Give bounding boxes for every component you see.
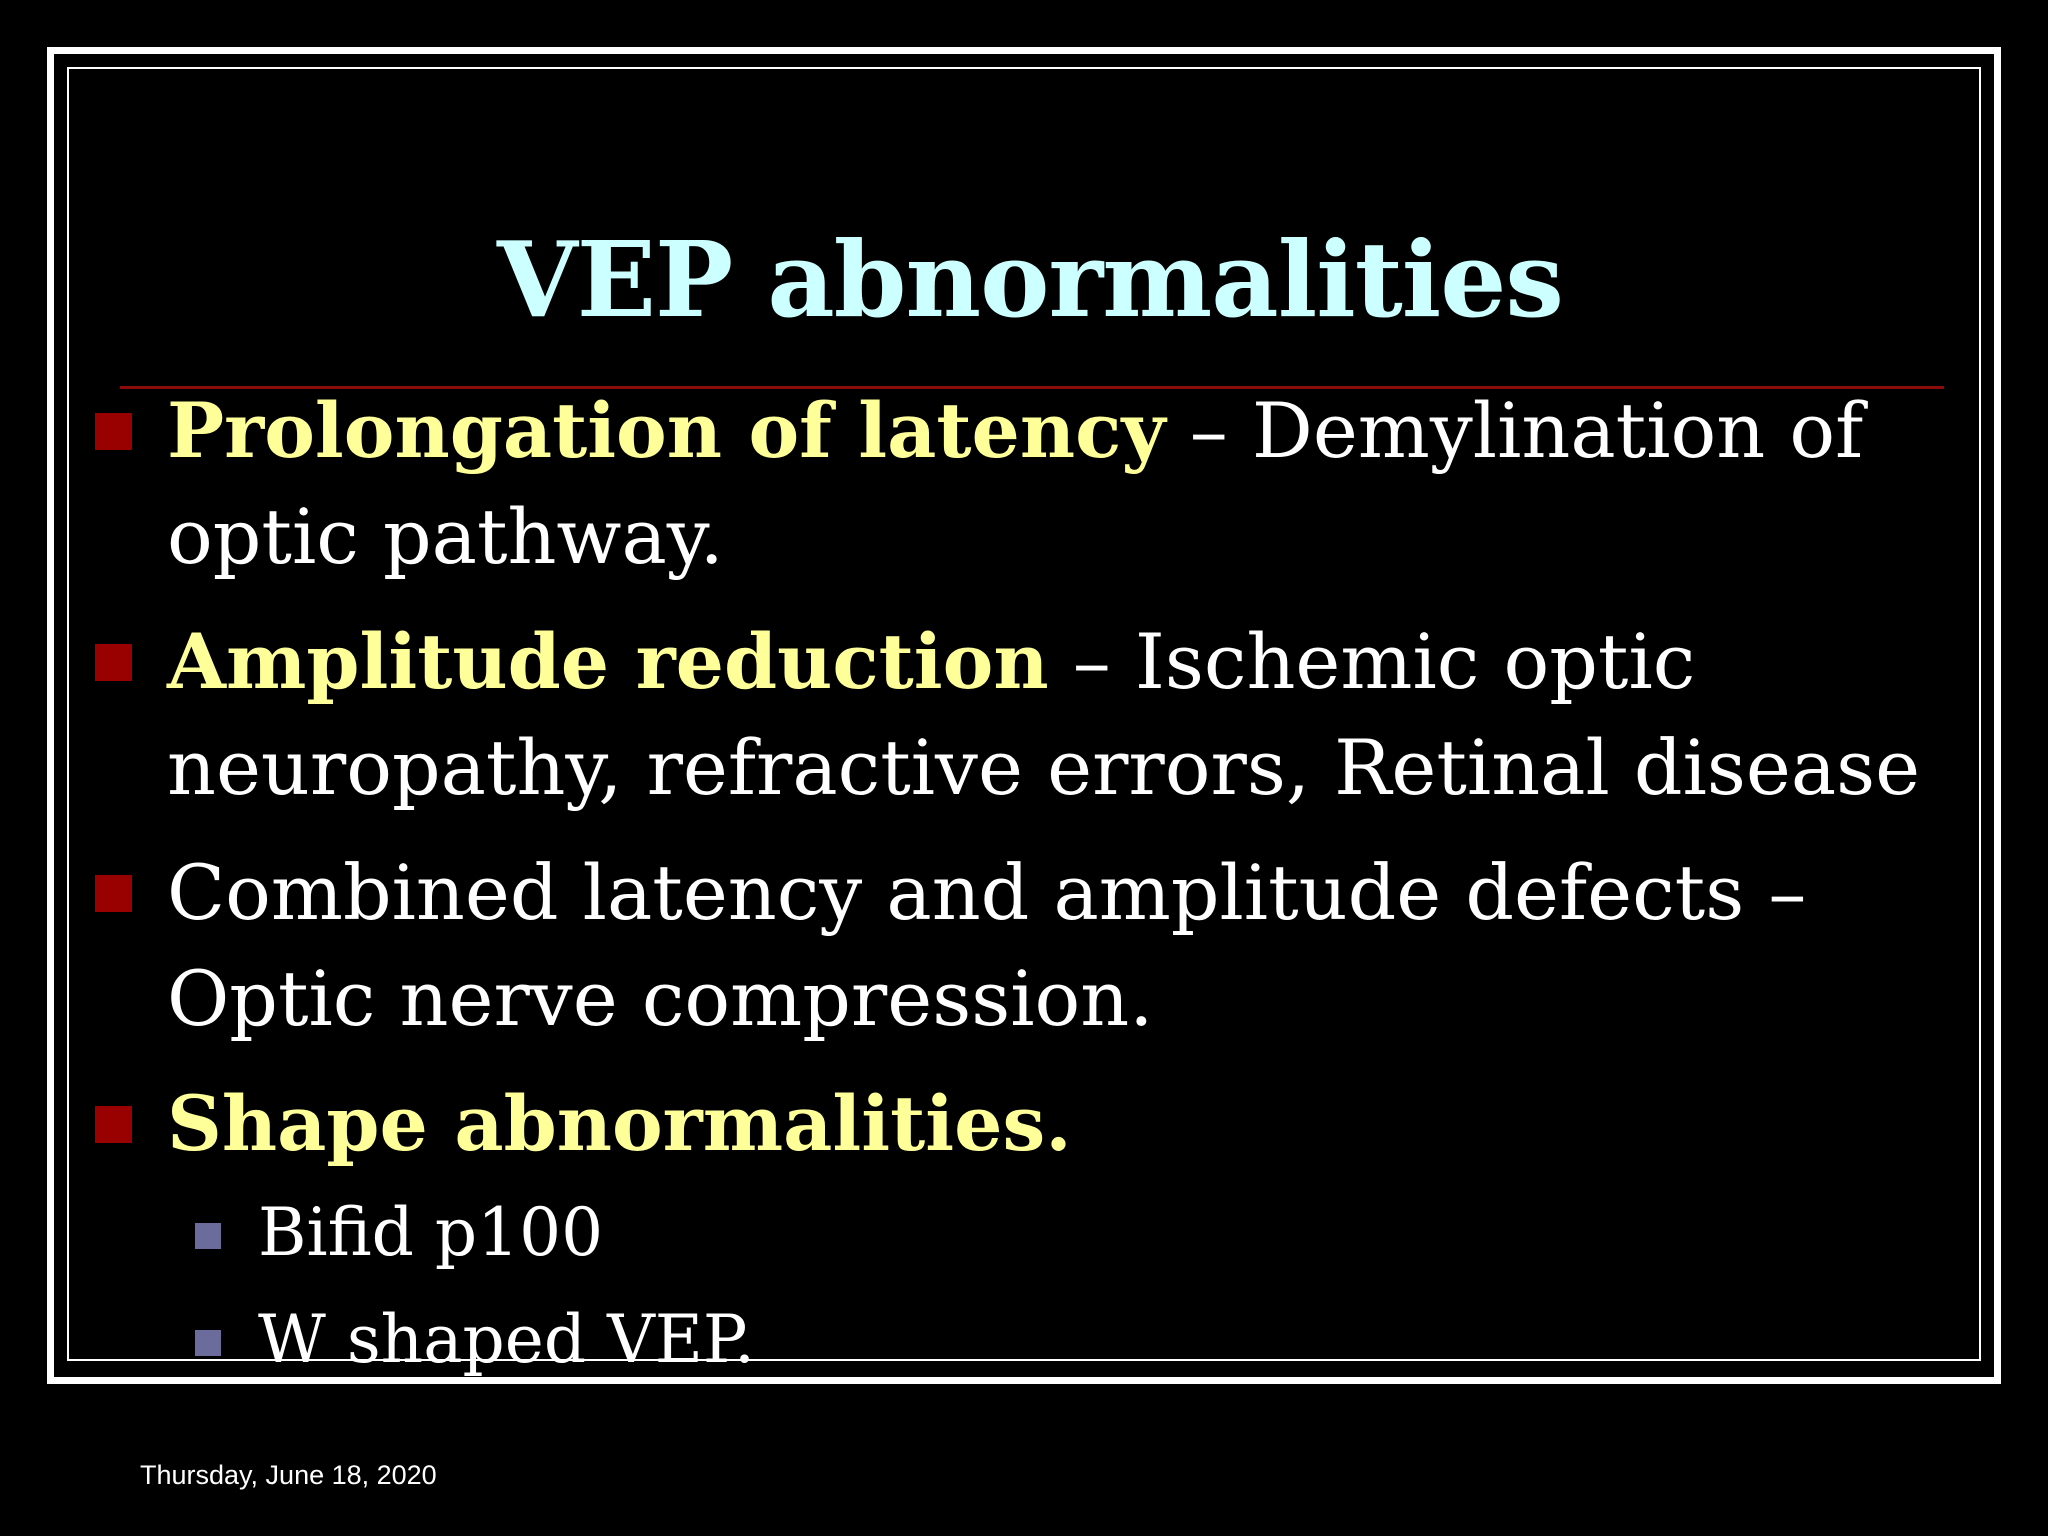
bullet-highlight: Shape abnormalities. xyxy=(167,1079,1072,1168)
bullet-text-continued: optic pathway. xyxy=(167,492,724,581)
small-square-bullet-icon xyxy=(195,1223,221,1249)
bullet-text: – Demylination of xyxy=(1165,386,1864,475)
sub-bullet-item xyxy=(95,1288,1975,1391)
footer-date: Thursday, June 18, 2020 xyxy=(140,1460,437,1490)
bullet-text: – Ischemic optic xyxy=(1048,617,1696,706)
bullet-item-shape xyxy=(95,1071,1975,1177)
bullet-text: Combined latency and amplitude defects – xyxy=(167,848,1807,937)
square-bullet-icon xyxy=(95,875,132,912)
square-bullet-icon xyxy=(95,644,132,681)
slide-title: VEP abnormalities xyxy=(497,218,1563,341)
bullet-text-continued: neuropathy, refractive errors, Retinal disease xyxy=(167,723,1921,812)
square-bullet-icon xyxy=(95,413,132,450)
bullet-item-latency xyxy=(95,378,1975,590)
small-square-bullet-icon xyxy=(195,1330,221,1356)
sub-bullet-text: W shaped VEP. xyxy=(258,1301,755,1378)
square-bullet-icon xyxy=(95,1106,132,1143)
bullet-item-combined xyxy=(95,840,1975,1052)
bullet-highlight: Amplitude reduction xyxy=(167,617,1049,706)
bullet-list xyxy=(95,378,1975,1391)
sub-bullet-item xyxy=(95,1181,1975,1284)
bullet-highlight: Prolongation of latency xyxy=(167,386,1166,475)
bullet-text-continued: Optic nerve compression. xyxy=(167,954,1154,1043)
bullet-item-amplitude xyxy=(95,609,1975,821)
sub-bullet-text: Bifid p100 xyxy=(258,1194,604,1271)
